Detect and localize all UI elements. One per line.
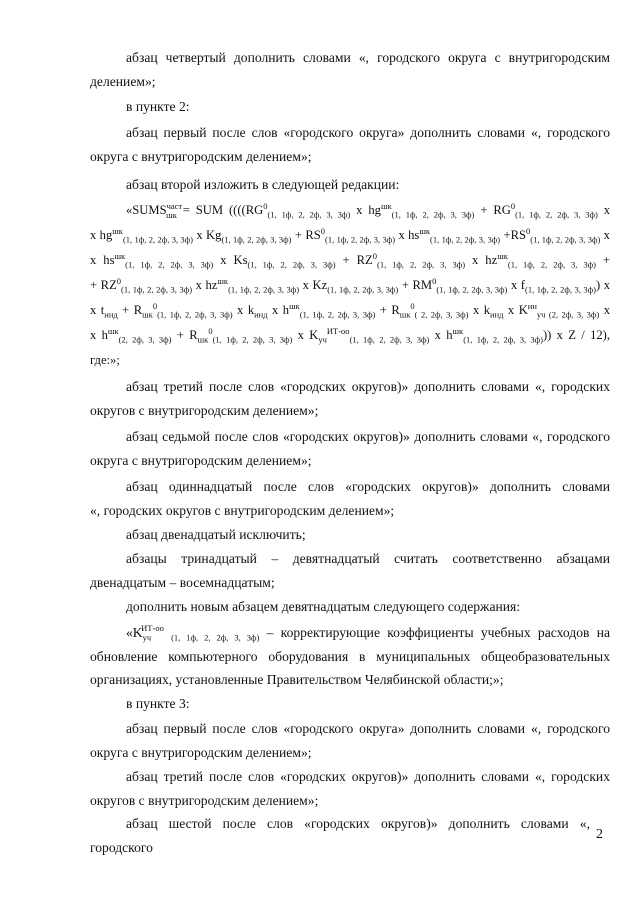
paragraph-11: [90, 621, 610, 692]
paragraph-line: округа с внутригородским делением»;: [90, 452, 312, 468]
k-coefficient: «$K_{уч}^{ИТ-оо}$ $_{(1, 1ф, 2, 2ф, 3, 3ф)}$: [126, 623, 260, 643]
paragraph-line: абзац одиннадцатый после слов «городских округов)» дополнить словами: [126, 479, 610, 494]
paragraph-line: абзац двенадцатый исключить;: [126, 527, 306, 542]
paragraph-line: округов с внутригородским делением»;: [90, 402, 319, 418]
paragraph-line: дополнить новым абзацем девятнадцатым следующего содержания:: [126, 599, 521, 614]
formula-line-1: «$SUMS^{част}_{шк}$ = SUM (((($RG^0_{(1, 1ф, 2, 2ф, 3, 3ф)}$ x $hg^{шк}_{(1, 1ф, 2, 2ф, 3, 3ф)} + RG^0_{(1, 1ф, 2, 2ф, 3, 3ф)}$ x: [126, 200, 611, 220]
paragraph-10: [90, 595, 610, 619]
paragraph-12: [90, 692, 610, 716]
paragraph-line: абзацы тринадцатый – девятнадцатый считать соответственно абзацами: [126, 551, 610, 566]
paragraph-line: абзац шестой после слов «городских округов)» дополнить словами «, городского: [90, 816, 590, 855]
paragraph-line: делением»;: [90, 73, 156, 89]
paragraph-line: организациях, установленные Правительством Челябинской области;»;: [90, 672, 504, 688]
page-number: 2: [596, 827, 603, 842]
paragraph-line: в пункте 3:: [126, 696, 190, 711]
paragraph-13: [90, 717, 610, 764]
paragraph-line: абзац седьмой после слов «городских округов)» дополнить словами «, городского: [126, 429, 610, 444]
paragraph-line: абзац третий после слов «городских округов)» дополнить словами «, городских: [126, 379, 610, 394]
paragraph-15: [90, 812, 590, 859]
paragraph-14: [90, 765, 610, 812]
paragraph-line: «, городских округов с внутригородским делением»;: [90, 502, 395, 518]
paragraph-line: абзац четвертый дополнить словами «, городского округа с внутригородским: [126, 50, 610, 65]
paragraph-2: [90, 95, 610, 119]
paragraph-line: округа с внутригородским делением»;: [90, 744, 312, 760]
formula-line-6: x $h^{шк}_{(2, 2ф, 3, 3ф)} + R_{шк}^0_{(1, 1ф, 2, 2ф, 3, 3ф)}$ x $K_{уч}^{ИТ-оо}_{(1, 1ф, 2, 2ф, 3, 3ф)}$ x $h^{шк}_{(1, 1ф, 2, 2ф, 3, 3ф)}$)) x Z / 12),: [90, 325, 611, 345]
paragraph-line: округов с внутригородским делением»;: [90, 792, 319, 808]
paragraph-line: округа с внутригородским делением»;: [90, 148, 312, 164]
paragraph-line: абзац первый после слов «городского округа» дополнить словами «, городского: [126, 125, 610, 140]
paragraph-4: [90, 173, 610, 197]
paragraph-line: обновление компьютерного оборудования в муниципальных общеобразовательных: [90, 648, 610, 664]
formula-tail: где:»;: [90, 353, 120, 367]
formula-line-4: + $RZ^0_{(1, 1ф, 2, 2ф, 3, 3ф)}$ x $hz^{шк}_{(1, 1ф, 2, 2ф, 3, 3ф)}$ x $Kz_{(1, 1ф, 2, 2ф, 3, 3ф)} + RM^0_{(1, 1ф, 2, 2ф, 3, 3ф)}$ x $f_{(1, 1ф, 2, 2ф, 3, 3ф)}$) x: [90, 275, 611, 295]
paragraph-line: абзац второй изложить в следующей редакции:: [126, 177, 400, 192]
formula-line-5: x $t_{инд} + R_{шк}^0_{(1, 1ф, 2, 2ф, 3, 3ф)}$ x $k_{инд}$ x $h^{шк}_{(1, 1ф, 2, 2ф, 3, 3ф)} + R_{шк}^0_{( 2, 2ф, 3, 3ф)}$ x $k_{инд}$ x $K^{ин}_{уч (2, 2ф, 3, 3ф)}$ x: [90, 300, 611, 320]
paragraph-line: абзац первый после слов «городского округа» дополнить словами «, городского: [126, 721, 610, 736]
paragraph-9: [90, 547, 610, 594]
paragraph-6: [90, 425, 610, 472]
formula-line-3: x $hs^{шк}_{(1, 1ф, 2, 2ф, 3, 3ф)}$ x $Ks_{(1, 1ф, 2, 2ф, 3, 3ф)} + RZ^0_{(1, 1ф, 2, 2ф, 3, 3ф)}$ x $hz^{шк}_{(1, 1ф, 2, 2ф, 3, 3ф)}$ +: [90, 250, 611, 270]
formula-block: [90, 198, 610, 373]
paragraph-3: [90, 121, 610, 168]
paragraph-line: двенадцатым – восемнадцатым;: [90, 574, 275, 590]
paragraph-line: в пункте 2:: [126, 99, 190, 114]
paragraph-line: абзац третий после слов «городских округов)» дополнить словами «, городских: [126, 769, 610, 784]
paragraph-8: [90, 523, 610, 547]
formula-line-2: x $hg^{шк}_{(1, 1ф, 2, 2ф, 3, 3ф)}$ x $Kg_{(1, 1ф, 2, 2ф, 3, 3ф)} + RS^0_{(1, 1ф, 2, 2ф, 3, 3ф)}$ x $hs^{шк}_{(1, 1ф, 2, 2ф, 3, 3ф)} +RS^0_{(1, 1ф, 2, 2ф, 3, 3ф)}$ x: [90, 225, 610, 245]
paragraph-7: [90, 475, 610, 522]
paragraph-1: [90, 46, 610, 93]
paragraph-5: [90, 375, 610, 422]
paragraph-line: «$K_{уч}^{ИТ-оо}$ $_{(1, 1ф, 2, 2ф, 3, 3ф)}$ – корректирующие коэффициенты учебных расходов на: [126, 623, 610, 643]
